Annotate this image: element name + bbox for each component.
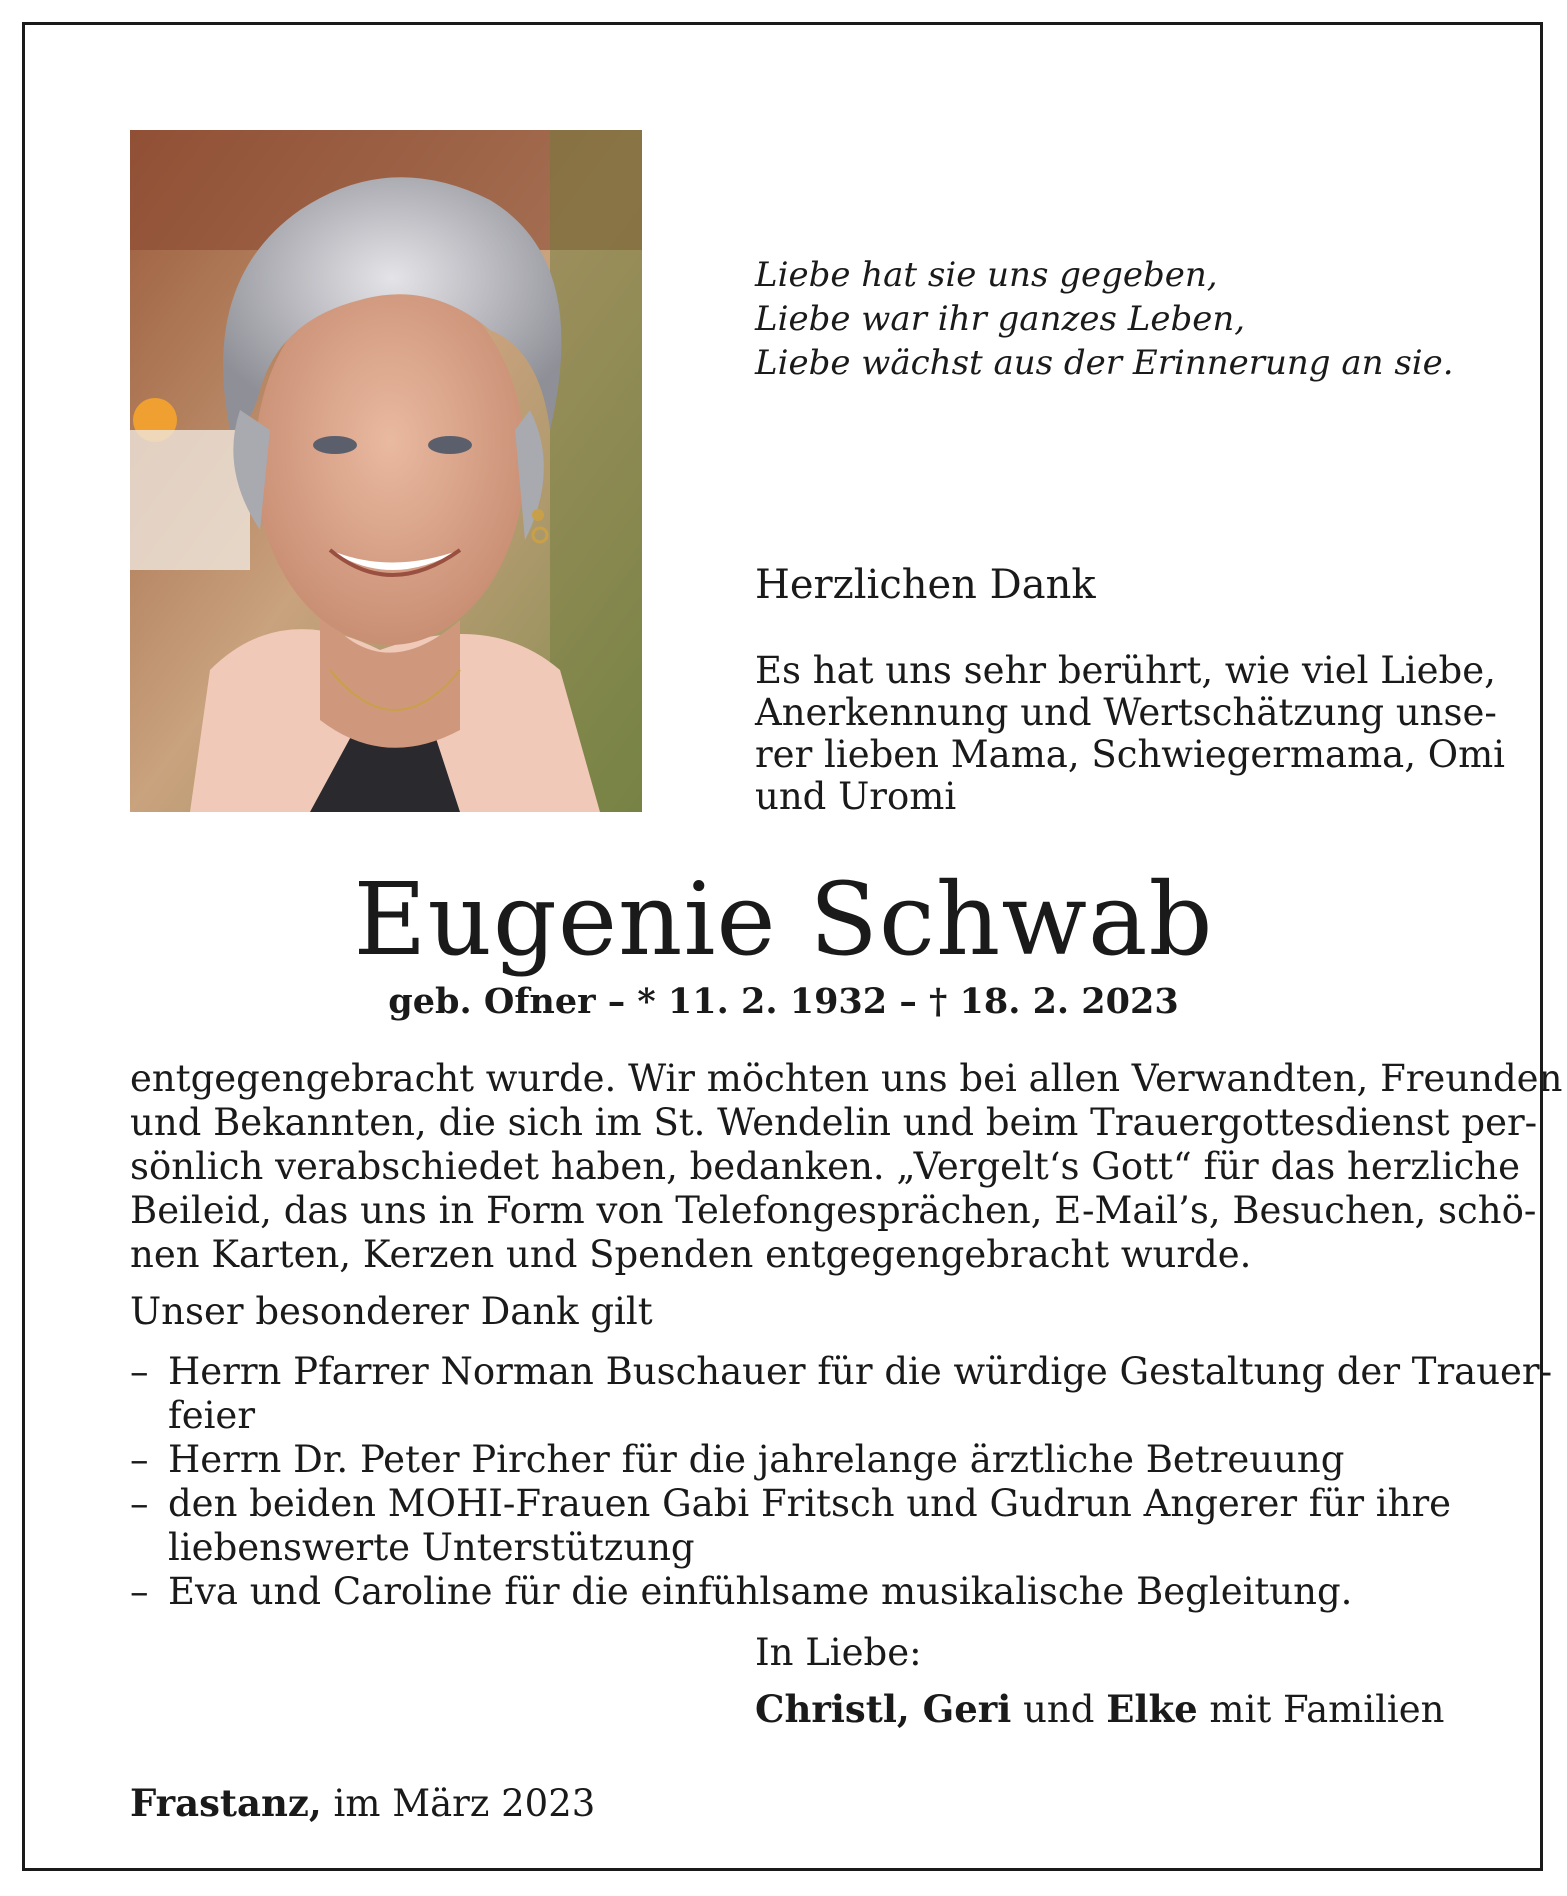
list-dash: – bbox=[130, 1350, 149, 1393]
list-item-line: den beiden MOHI-Frauen Gabi Fritsch und Gudrun Angerer für ihre bbox=[168, 1482, 1452, 1525]
list-item-line: Eva und Caroline für die einfühlsame musikalische Begleitung. bbox=[168, 1570, 1353, 1613]
list-item-line: liebenswerte Unterstützung bbox=[168, 1526, 695, 1569]
portrait-image bbox=[130, 130, 642, 812]
closing-phrase: In Liebe: bbox=[755, 1631, 922, 1674]
poem-line: Liebe war ihr ganzes Leben, bbox=[755, 299, 1246, 339]
place-town: Frastanz, bbox=[130, 1781, 322, 1825]
thanks-list bbox=[130, 1350, 1553, 1614]
list-item bbox=[130, 1482, 1452, 1570]
list-dash: – bbox=[130, 1570, 149, 1613]
intro-line: Anerkennung und Wertschätzung unse- bbox=[755, 691, 1497, 734]
place-date bbox=[130, 1780, 595, 1827]
deceased-name: Eugenie Schwab bbox=[353, 861, 1214, 978]
intro-line: und Uromi bbox=[755, 775, 957, 818]
list-dash: – bbox=[130, 1482, 149, 1525]
portrait-photo bbox=[130, 130, 642, 812]
life-dates: geb. Ofner – * 11. 2. 1932 – † 18. 2. 2023 bbox=[388, 981, 1179, 1022]
signer-names-2: Elke bbox=[1106, 1687, 1198, 1731]
body-line: nen Karten, Kerzen und Spenden entgegengebracht wurde. bbox=[130, 1233, 1252, 1276]
poem-line: Liebe hat sie uns gegeben, bbox=[755, 255, 1218, 295]
poem-line: Liebe wächst aus der Erinnerung an sie. bbox=[755, 343, 1454, 383]
body-line: Beileid, das uns in Form von Telefongesprächen, E-Mail’s, Besuchen, schö- bbox=[130, 1189, 1537, 1232]
signer-suffix: mit Familien bbox=[1197, 1688, 1445, 1731]
intro-line: rer lieben Mama, Schwiegermama, Omi bbox=[755, 733, 1506, 776]
list-item bbox=[130, 1570, 1435, 1614]
body-line: entgegengebracht wurde. Wir möchten uns bei allen Verwandten, Freunden bbox=[130, 1057, 1563, 1100]
body-paragraph bbox=[130, 1057, 1563, 1277]
place-date-text: im März 2023 bbox=[321, 1782, 596, 1825]
signer-names-1: Christl, Geri bbox=[755, 1687, 1012, 1731]
list-dash: – bbox=[130, 1438, 149, 1481]
intro-paragraph bbox=[755, 649, 1506, 818]
signer-join: und bbox=[1011, 1688, 1107, 1731]
list-item-line: Herrn Dr. Peter Pircher für die jahrelange ärztliche Betreuung bbox=[168, 1438, 1345, 1481]
list-item bbox=[130, 1350, 1553, 1438]
poem bbox=[755, 253, 1455, 385]
list-item-line: feier bbox=[168, 1394, 256, 1437]
body-line: und Bekannten, die sich im St. Wendelin und beim Trauergottesdienst per- bbox=[130, 1101, 1538, 1144]
intro-line: Es hat uns sehr berührt, wie viel Liebe, bbox=[755, 649, 1496, 692]
thanks-title: Herzlichen Dank bbox=[755, 562, 1096, 608]
special-thanks-heading: Unser besonderer Dank gilt bbox=[130, 1290, 653, 1333]
body-line: sönlich verabschiedet haben, bedanken. „Vergelt‘s Gott“ für das herzliche bbox=[130, 1145, 1521, 1188]
list-item-line: Herrn Pfarrer Norman Buschauer für die würdige Gestaltung der Trauer- bbox=[168, 1350, 1553, 1393]
list-item bbox=[130, 1438, 1435, 1482]
signers bbox=[755, 1686, 1444, 1733]
